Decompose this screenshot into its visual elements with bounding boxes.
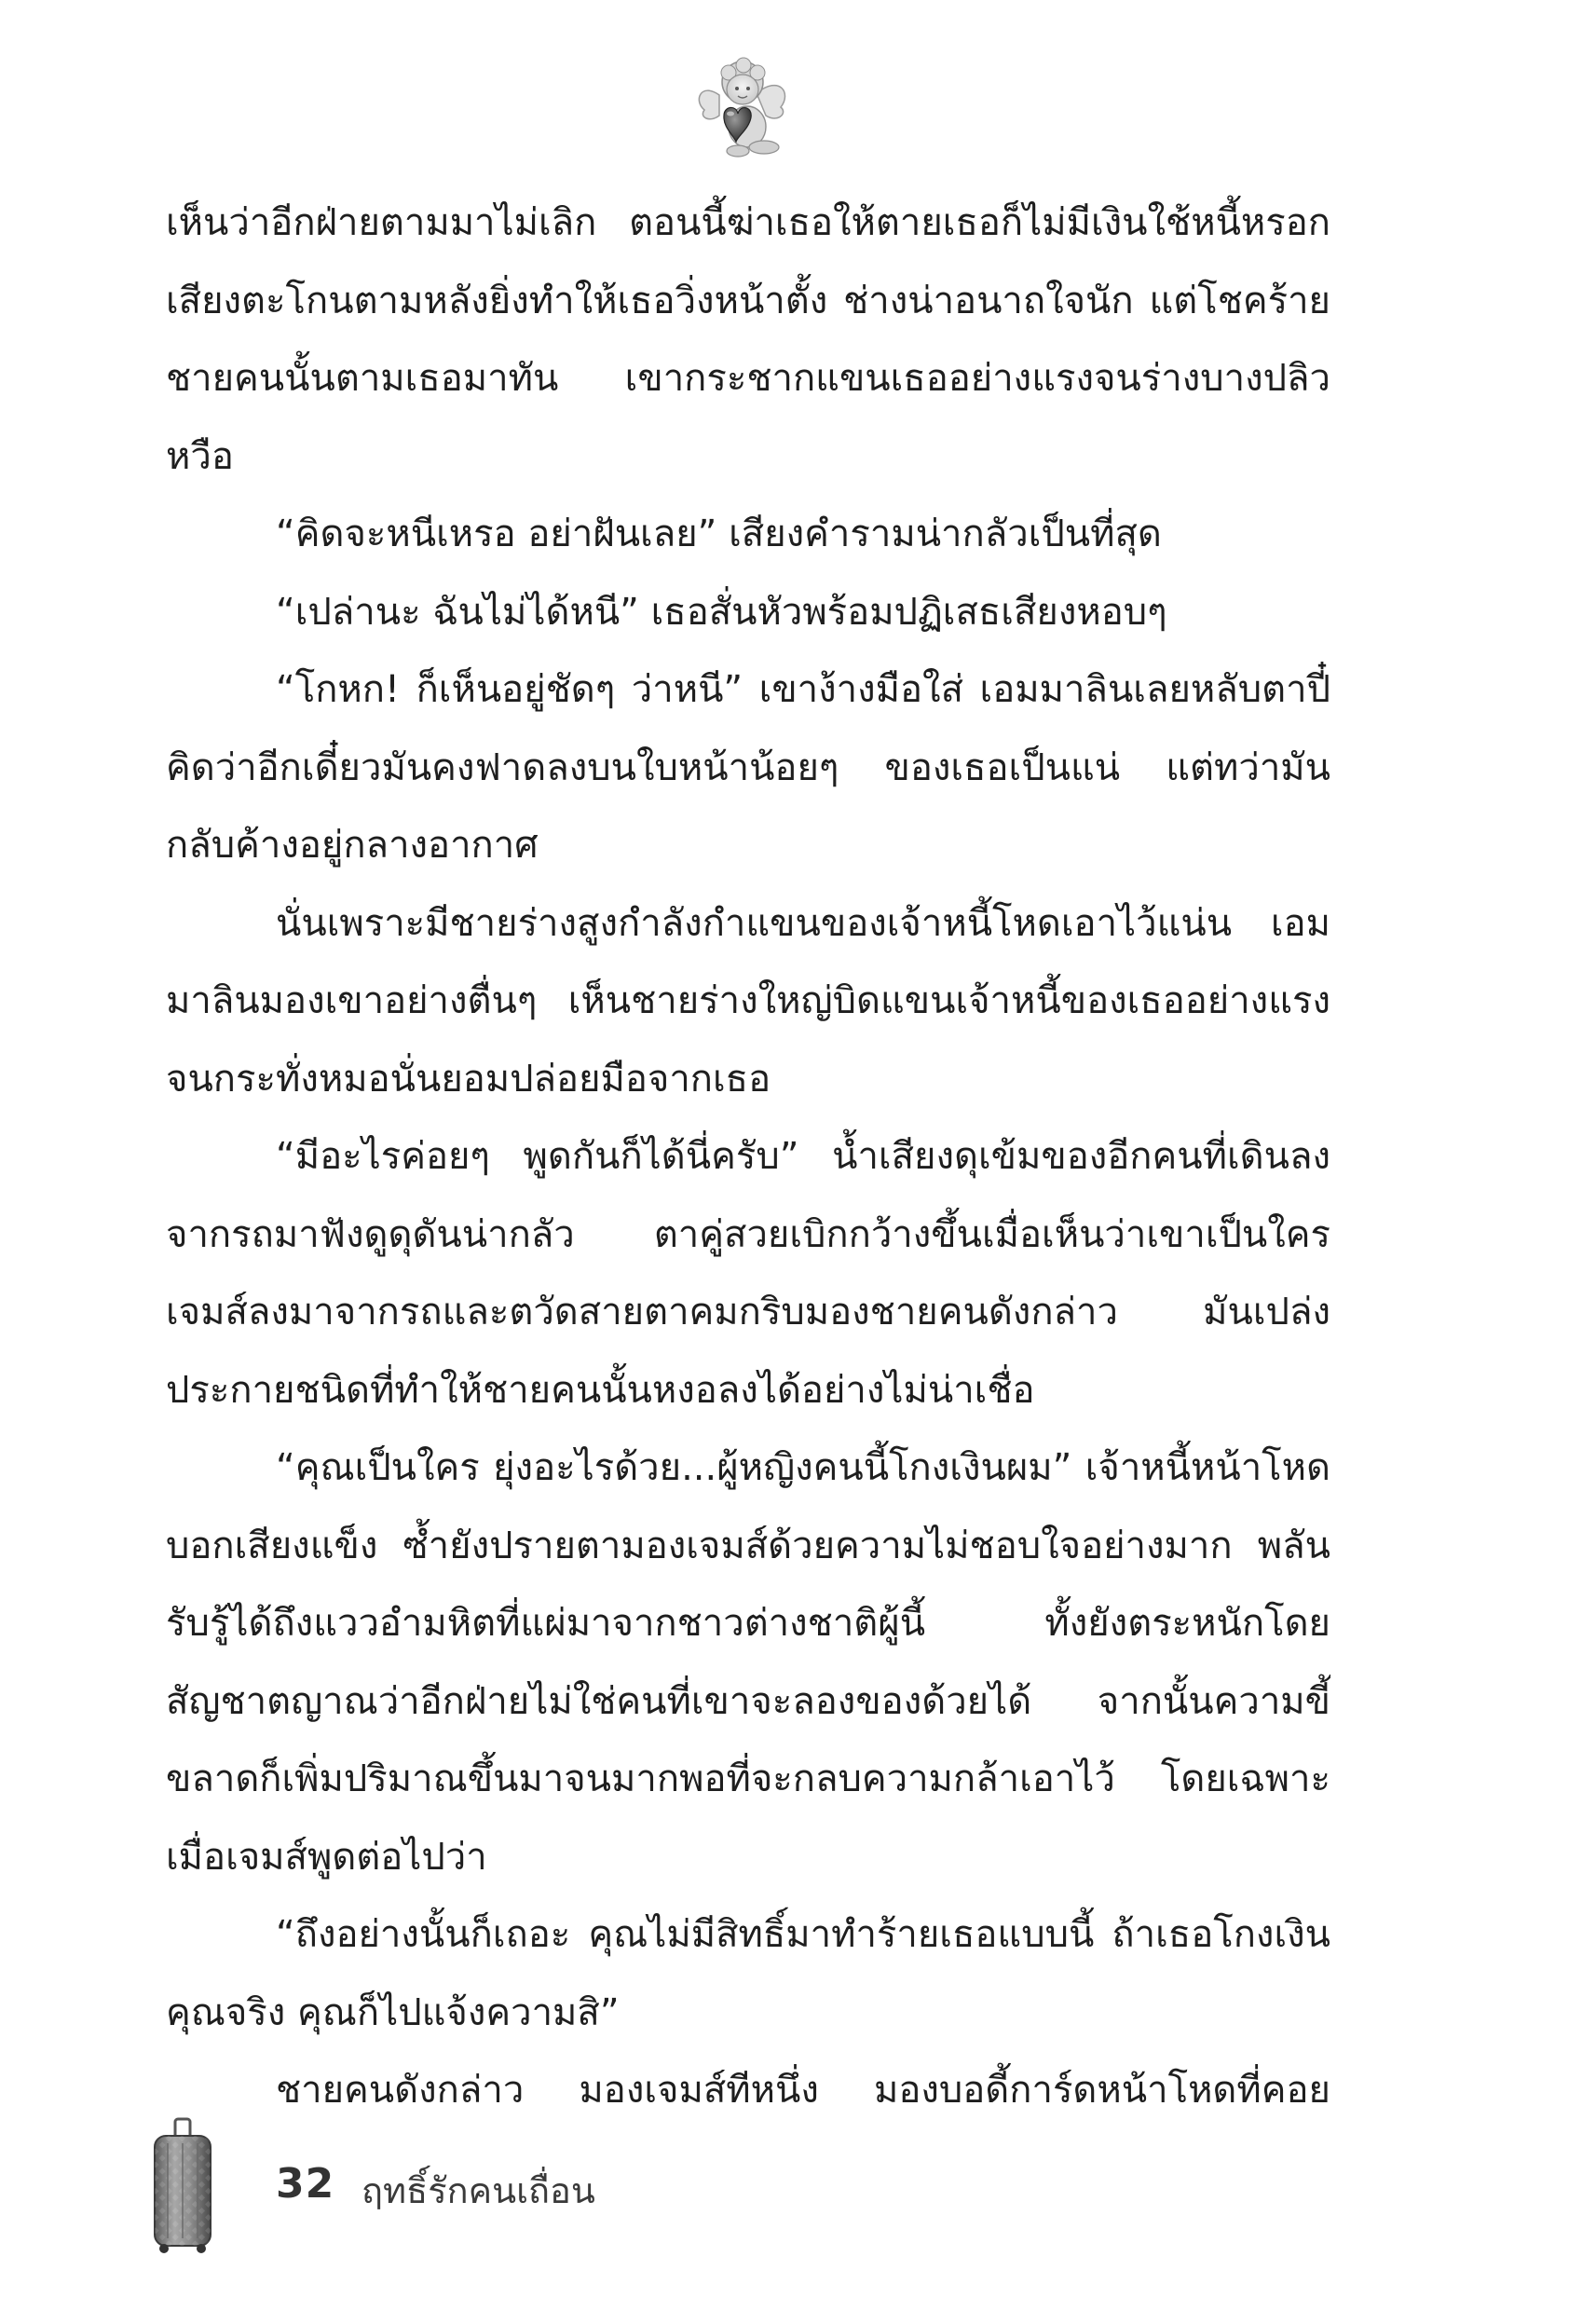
paragraph-7: “คุณเป็นใคร ยุ่งอะไรด้วย...ผู้หญิงคนนี้โกงเงินผม” เจ้าหนี้หน้าโหดบอกเสียงแข็ง ซ้ำยังปรายตามองเจมส์ด้วยความไม่ชอบใจอย่างมาก พลันรับรู้ได้ถึงแววอำมหิตที่แผ่มาจากชาวต่างชาติผู้นี้ ทั้งยังตระหนักโดยสัญชาตญาณว่าอีกฝ่ายไม่ใช่คนที่เขาจะลองของด้วยได้ จากนั้นความขี้ขลาดก็เพิ่มปริมาณขึ้นมาจนมากพอที่จะกลบความกล้าเอาไว้ โดยเฉพาะเมื่อเจมส์พูดต่อไปว่า xyxy=(166,1446,1330,1879)
paragraph-9: ชายคนดังกล่าว มองเจมส์ทีหนึ่ง มองบอดี้การ์ดหน้าโหดที่คอย xyxy=(276,2069,1330,2112)
cupid-angel-icon xyxy=(691,56,794,163)
paragraph-3: “เปล่านะ ฉันไม่ได้หนี” เธอสั่นหัวพร้อมปฏิเสธเสียงหอบๆ xyxy=(276,590,1167,634)
paragraph-5: นั่นเพราะมีชายร่างสูงกำลังกำแขนของเจ้าหนี้โหดเอาไว้แน่น เอมมาลินมองเขาอย่างตื่นๆ เห็นชายร่างใหญ่บิดแขนเจ้าหนี้ของเธออย่างแรงจนกระทั่งหมอนั่นยอมปล่อยมือจากเธอ xyxy=(166,901,1330,1101)
suitcase-icon xyxy=(149,2115,216,2255)
book-title: ฤทธิ์รักคนเถื่อน xyxy=(361,2170,595,2211)
paragraph-8: “ถึงอย่างนั้นก็เถอะ คุณไม่มีสิทธิ์มาทำร้ายเธอแบบนี้ ถ้าเธอโกงเงินคุณจริง คุณก็ไปแจ้งความสิ” xyxy=(166,1913,1330,2034)
paragraph-2: “คิดจะหนีเหรอ อย่าฝันเลย” เสียงคำรามน่ากลัวเป็นที่สุด xyxy=(276,513,1162,555)
page-number: 32 xyxy=(276,2160,335,2208)
page-footer xyxy=(0,2115,1596,2264)
paragraph-6: “มีอะไรค่อยๆ พูดกันก็ได้นี่ครับ” น้ำเสียงดุเข้มของอีกคนที่เดินลงจากรถมาฟังดูดุดันน่ากลัว ตาคู่สวยเบิกกว้างขึ้นเมื่อเห็นว่าเขาเป็นใคร เจมส์ลงมาจากรถและตวัดสายตาคมกริบมองชายคนดังกล่าว มันเปล่งประกายชนิดที่ทำให้ชายคนนั้นหงอลงได้อย่างไม่น่าเชื่อ xyxy=(166,1135,1330,1412)
body-text xyxy=(166,185,1330,2113)
paragraph-1: เห็นว่าอีกฝ่ายตามมาไม่เลิก ตอนนี้ฆ่าเธอให้ตายเธอก็ไม่มีเงินใช้หนี้หรอก เสียงตะโกนตามหลังยิ่งทำให้เธอวิ่งหน้าตั้ง ช่างน่าอนาถใจนัก แต่โชคร้ายชายคนนั้นตามเธอมาทัน เขากระชากแขนเธออย่างแรงจนร่างบางปลิวหวือ xyxy=(166,201,1330,478)
paragraph-4: “โกหก! ก็เห็นอยู่ชัดๆ ว่าหนี” เขาง้างมือใส่ เอมมาลินเลยหลับตาปี๋ คิดว่าอีกเดี๋ยวมันคงฟาดลงบนใบหน้าน้อยๆ ของเธอเป็นแน่ แต่ทว่ามันกลับค้างอยู่กลางอากาศ xyxy=(166,668,1330,867)
